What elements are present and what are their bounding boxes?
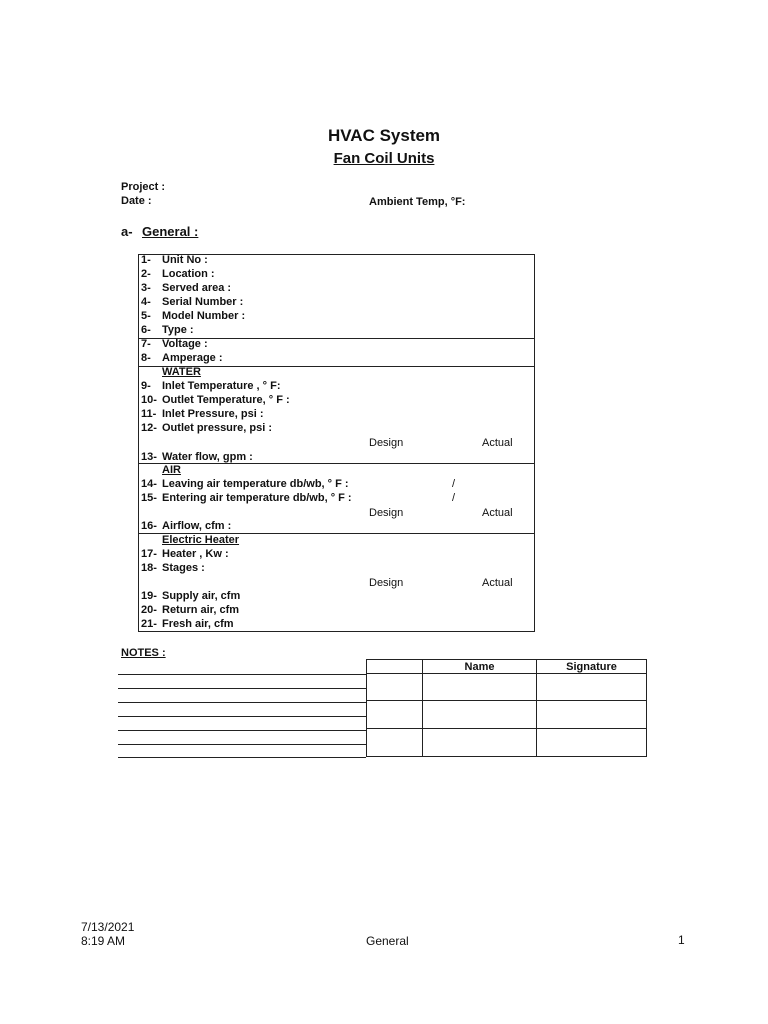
item-label-voltage: Voltage : <box>162 338 208 350</box>
notes-label: NOTES : <box>121 647 166 659</box>
item-number: 4- <box>141 296 151 308</box>
item-label-model-number: Model Number : <box>162 310 246 322</box>
item-number: 21- <box>141 618 157 630</box>
db-wb-slash: / <box>452 492 456 504</box>
item-number: 16- <box>141 520 157 532</box>
item-label-water-flow: Water flow, gpm : <box>162 451 253 463</box>
item-number: 2- <box>141 268 151 280</box>
item-label-fresh-air: Fresh air, cfm <box>162 618 234 630</box>
subhead-air: AIR <box>162 464 181 476</box>
item-number: 17- <box>141 548 157 560</box>
name-cell[interactable] <box>423 674 537 701</box>
item-label-location: Location : <box>162 268 215 280</box>
section-title: General : <box>142 224 199 239</box>
item-label-return-air: Return air, cfm <box>162 604 240 616</box>
date-label: Date : <box>121 195 152 207</box>
design-header: Design <box>369 437 404 449</box>
actual-header: Actual <box>482 437 513 449</box>
notes-line[interactable] <box>118 688 366 689</box>
signature-cell[interactable] <box>537 674 647 701</box>
item-number: 11- <box>141 408 157 420</box>
notes-line[interactable] <box>118 757 366 758</box>
item-number: 1- <box>141 254 151 266</box>
item-label-entering-air-temperature: Entering air temperature db/wb, ° F : <box>162 492 352 504</box>
item-number: 14- <box>141 478 157 490</box>
item-number: 3- <box>141 282 151 294</box>
item-label-served-area: Served area : <box>162 282 232 294</box>
name-cell[interactable] <box>423 729 537 757</box>
db-wb-slash: / <box>452 478 456 490</box>
signature-column-header: Signature <box>537 660 647 674</box>
signature-table-cell[interactable] <box>367 729 423 757</box>
project-label: Project : <box>121 181 166 193</box>
notes-line[interactable] <box>118 702 366 703</box>
signature-table-cell <box>367 660 423 674</box>
item-label-airflow: Airflow, cfm : <box>162 520 232 532</box>
footer-date: 7/13/2021 <box>81 920 135 934</box>
item-number: 13- <box>141 451 157 463</box>
notes-line[interactable] <box>118 730 366 731</box>
item-number: 5- <box>141 310 151 322</box>
item-number: 6- <box>141 324 151 336</box>
divider <box>138 463 535 464</box>
item-label-unit-no: Unit No : <box>162 254 208 266</box>
notes-line[interactable] <box>118 716 366 717</box>
item-label-leaving-air-temperature: Leaving air temperature db/wb, ° F : <box>162 478 349 490</box>
name-cell[interactable] <box>423 701 537 729</box>
item-label-inlet-pressure: Inlet Pressure, psi : <box>162 408 264 420</box>
design-header: Design <box>369 507 404 519</box>
signature-cell[interactable] <box>537 701 647 729</box>
subhead-water: WATER <box>162 366 201 378</box>
item-label-inlet-temperature: Inlet Temperature , ° F: <box>162 380 281 392</box>
item-number: 19- <box>141 590 157 602</box>
item-label-heater-kw: Heater , Kw : <box>162 548 229 560</box>
item-label-outlet-temperature: Outlet Temperature, ° F : <box>162 394 290 406</box>
item-number: 18- <box>141 562 157 574</box>
signature-cell[interactable] <box>537 729 647 757</box>
item-label-outlet-pressure: Outlet pressure, psi : <box>162 422 273 434</box>
item-number: 9- <box>141 380 151 392</box>
footer-sheet-name: General <box>366 934 409 948</box>
item-label-stages: Stages : <box>162 562 205 574</box>
footer-page-number: 1 <box>678 933 685 947</box>
signature-table <box>366 659 647 757</box>
section-prefix: a- <box>121 224 133 239</box>
item-number: 10- <box>141 394 157 406</box>
signature-table-cell[interactable] <box>367 674 423 701</box>
page-title: HVAC System <box>327 126 441 145</box>
page-subtitle: Fan Coil Units <box>333 150 435 167</box>
signature-table-cell[interactable] <box>367 701 423 729</box>
actual-header: Actual <box>482 507 513 519</box>
footer-time: 8:19 AM <box>81 934 126 948</box>
notes-line[interactable] <box>118 744 366 745</box>
item-number: 12- <box>141 422 157 434</box>
item-number: 8- <box>141 352 151 364</box>
notes-line[interactable] <box>118 674 366 675</box>
item-number: 15- <box>141 492 157 504</box>
item-label-supply-air: Supply air, cfm <box>162 590 241 602</box>
item-number: 7- <box>141 338 151 350</box>
item-number: 20- <box>141 604 157 616</box>
item-label-serial-number: Serial Number : <box>162 296 244 308</box>
design-header: Design <box>369 577 404 589</box>
actual-header: Actual <box>482 577 513 589</box>
name-column-header: Name <box>423 660 537 674</box>
ambient-temp-label: Ambient Temp, °F: <box>369 196 466 208</box>
item-label-amperage: Amperage : <box>162 352 223 364</box>
subhead-electric-heater: Electric Heater <box>162 534 240 546</box>
item-label-type: Type : <box>162 324 194 336</box>
